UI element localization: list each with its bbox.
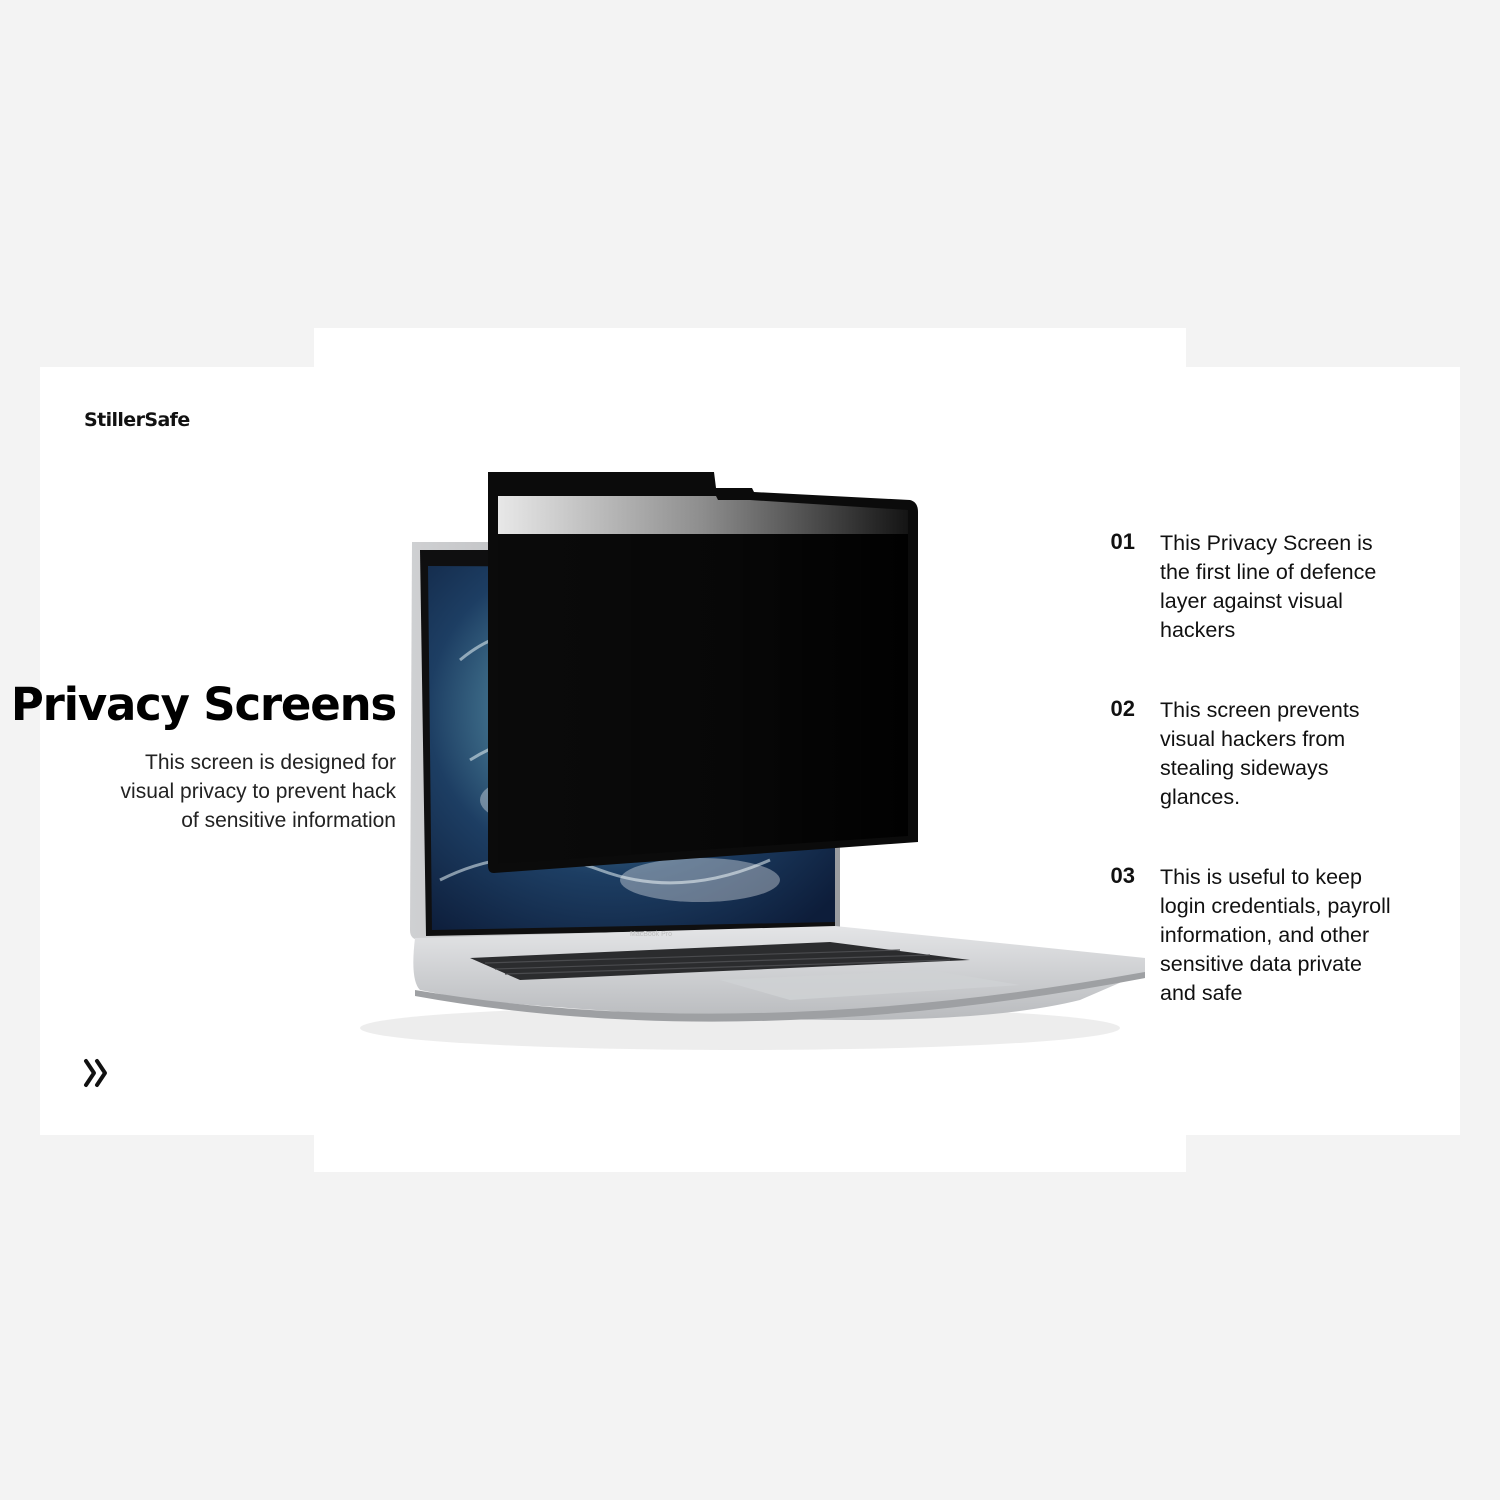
subtitle-line: of sensitive information	[181, 809, 396, 832]
feature-line: This is useful to keep	[1160, 865, 1362, 889]
feature-line: login credentials, payroll	[1160, 894, 1391, 918]
double-chevron-right-icon[interactable]	[82, 1053, 112, 1093]
subtitle-line: This screen is designed for	[145, 751, 396, 774]
feature-line: glances.	[1160, 785, 1241, 809]
page-title: Privacy Screens	[10, 678, 396, 731]
feature-text	[1160, 696, 1430, 812]
feature-line: visual hackers from	[1160, 727, 1346, 751]
subtitle-line: visual privacy to prevent hack	[120, 780, 396, 803]
feature-line: This Privacy Screen is	[1160, 531, 1373, 555]
feature-line: hackers	[1160, 618, 1236, 642]
brand-logo: StillerSafe	[84, 409, 190, 431]
feature-text	[1160, 863, 1430, 1008]
feature-line: This screen prevents	[1160, 698, 1360, 722]
feature-number: 02	[1110, 696, 1135, 721]
feature-line: stealing sideways	[1160, 756, 1329, 780]
feature-text	[1160, 529, 1430, 645]
feature-number: 01	[1110, 529, 1135, 554]
feature-line: and safe	[1160, 981, 1243, 1005]
top-white-band	[314, 328, 1186, 368]
bottom-white-band	[314, 1134, 1186, 1172]
feature-number: 03	[1110, 863, 1135, 888]
laptop-privacy-screen-image	[320, 460, 1150, 1060]
feature-line: sensitive data private	[1160, 952, 1362, 976]
feature-line: the first line of defence	[1160, 560, 1377, 584]
feature-line: layer against visual	[1160, 589, 1343, 613]
laptop-model-label: MacBook Pro	[630, 931, 673, 938]
feature-line: information, and other	[1160, 923, 1370, 947]
